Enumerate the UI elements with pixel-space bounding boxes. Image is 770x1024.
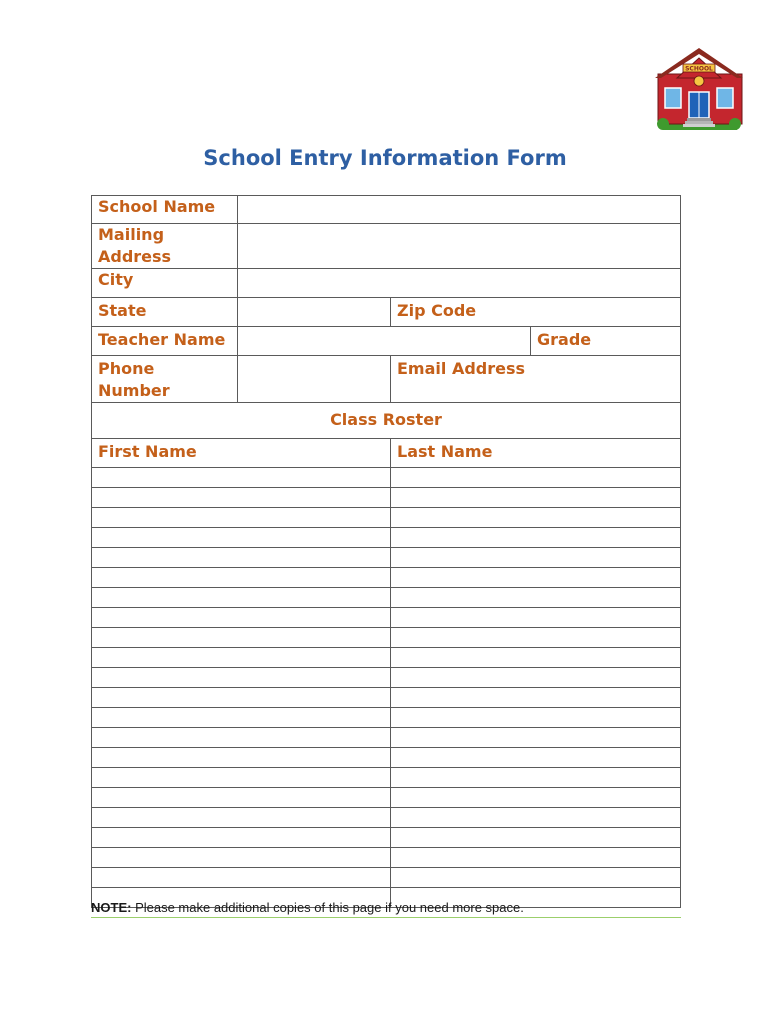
roster-first-name-cell[interactable] — [92, 548, 391, 568]
teacher-name-field[interactable] — [238, 327, 531, 356]
city-field[interactable] — [238, 269, 681, 298]
roster-row — [92, 528, 681, 548]
roster-last-name-cell[interactable] — [391, 488, 681, 508]
roster-last-name-cell[interactable] — [391, 588, 681, 608]
last-name-header: Last Name — [391, 439, 681, 468]
zip-code-label[interactable]: Zip Code — [391, 298, 681, 327]
roster-last-name-cell[interactable] — [391, 768, 681, 788]
roster-row — [92, 708, 681, 728]
roster-last-name-cell[interactable] — [391, 868, 681, 888]
roster-last-name-cell[interactable] — [391, 848, 681, 868]
roster-row — [92, 688, 681, 708]
roster-last-name-cell[interactable] — [391, 648, 681, 668]
first-name-header: First Name — [92, 439, 391, 468]
roster-last-name-cell[interactable] — [391, 668, 681, 688]
roster-row — [92, 548, 681, 568]
school-name-label: School Name — [92, 196, 238, 224]
roster-last-name-cell[interactable] — [391, 828, 681, 848]
roster-last-name-cell[interactable] — [391, 628, 681, 648]
roster-first-name-cell[interactable] — [92, 728, 391, 748]
roster-row — [92, 808, 681, 828]
roster-row — [92, 848, 681, 868]
roster-row — [92, 588, 681, 608]
roster-first-name-cell[interactable] — [92, 688, 391, 708]
form-title: School Entry Information Form — [203, 146, 567, 170]
teacher-name-label: Teacher Name — [92, 327, 238, 356]
roster-last-name-cell[interactable] — [391, 508, 681, 528]
school-house-icon — [655, 48, 743, 132]
roster-last-name-cell[interactable] — [391, 728, 681, 748]
roster-first-name-cell[interactable] — [92, 788, 391, 808]
roster-row — [92, 508, 681, 528]
logo-sign-text: SCHOOL — [685, 65, 713, 73]
roster-row — [92, 868, 681, 888]
roster-row — [92, 628, 681, 648]
roster-first-name-cell[interactable] — [92, 768, 391, 788]
roster-row — [92, 668, 681, 688]
roster-last-name-cell[interactable] — [391, 468, 681, 488]
roster-first-name-cell[interactable] — [92, 708, 391, 728]
roster-first-name-cell[interactable] — [92, 568, 391, 588]
roster-row — [92, 828, 681, 848]
school-name-field[interactable] — [238, 196, 681, 224]
note-text: Please make additional copies of this page if you need more space. — [131, 900, 524, 915]
roster-first-name-cell[interactable] — [92, 668, 391, 688]
city-label: City — [92, 269, 238, 298]
state-label: State — [92, 298, 238, 327]
roster-first-name-cell[interactable] — [92, 508, 391, 528]
mailing-address-label: Mailing Address — [92, 224, 238, 269]
grade-label[interactable]: Grade — [531, 327, 681, 356]
roster-last-name-cell[interactable] — [391, 788, 681, 808]
roster-row — [92, 788, 681, 808]
phone-number-label: Phone Number — [92, 356, 238, 403]
roster-first-name-cell[interactable] — [92, 748, 391, 768]
roster-row — [92, 768, 681, 788]
phone-number-field[interactable] — [238, 356, 391, 403]
roster-last-name-cell[interactable] — [391, 708, 681, 728]
roster-first-name-cell[interactable] — [92, 588, 391, 608]
roster-last-name-cell[interactable] — [391, 548, 681, 568]
footer-note — [91, 899, 681, 918]
roster-row — [92, 728, 681, 748]
roster-first-name-cell[interactable] — [92, 628, 391, 648]
roster-row — [92, 648, 681, 668]
roster-row — [92, 748, 681, 768]
roster-first-name-cell[interactable] — [92, 808, 391, 828]
roster-row — [92, 568, 681, 588]
roster-row — [92, 488, 681, 508]
roster-first-name-cell[interactable] — [92, 488, 391, 508]
roster-row — [92, 468, 681, 488]
class-roster-heading: Class Roster — [92, 403, 681, 439]
mailing-address-field[interactable] — [238, 224, 681, 269]
roster-row — [92, 608, 681, 628]
roster-last-name-cell[interactable] — [391, 568, 681, 588]
state-field[interactable] — [238, 298, 391, 327]
roster-last-name-cell[interactable] — [391, 608, 681, 628]
school-entry-form — [91, 195, 681, 908]
roster-first-name-cell[interactable] — [92, 828, 391, 848]
roster-first-name-cell[interactable] — [92, 468, 391, 488]
roster-last-name-cell[interactable] — [391, 808, 681, 828]
roster-last-name-cell[interactable] — [391, 528, 681, 548]
roster-last-name-cell[interactable] — [391, 688, 681, 708]
roster-first-name-cell[interactable] — [92, 848, 391, 868]
email-address-label[interactable]: Email Address — [391, 356, 681, 403]
roster-first-name-cell[interactable] — [92, 648, 391, 668]
roster-first-name-cell[interactable] — [92, 528, 391, 548]
roster-last-name-cell[interactable] — [391, 748, 681, 768]
roster-first-name-cell[interactable] — [92, 868, 391, 888]
note-label: NOTE: — [91, 900, 132, 915]
roster-first-name-cell[interactable] — [92, 608, 391, 628]
